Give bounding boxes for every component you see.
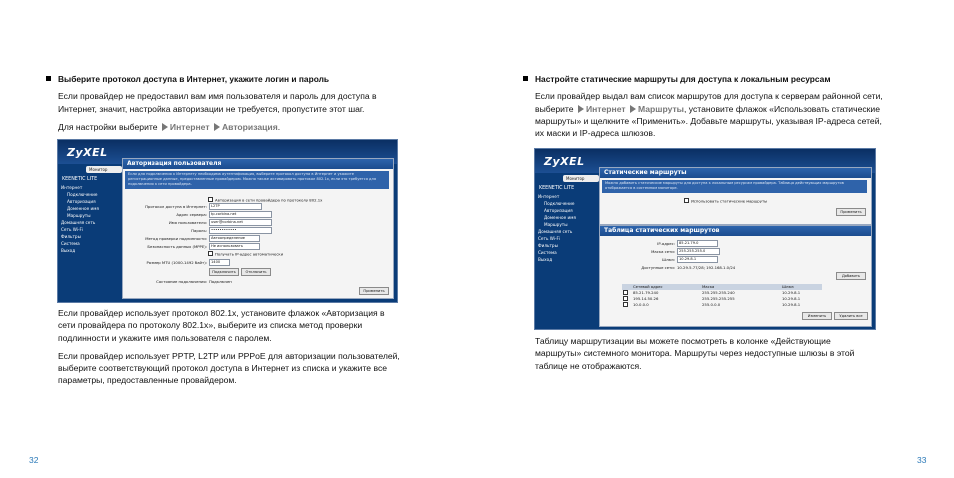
cell-network: 195.14.50.26 [633, 296, 659, 301]
arrow-right-icon [162, 123, 168, 131]
right-para-2: Таблицу маршрутизации вы можете посмотреть в колонке «Действующие маршруты» системного монитора. Маршруты через недоступные шлюзы в этой таблице не отображаются. [535, 336, 855, 371]
check-static-routes[interactable]: Использовать статические маршруты [684, 198, 767, 204]
label-method: Метод проверки подлинности: [145, 236, 207, 241]
routes-table-panel [599, 225, 872, 327]
zyxel-logo: ZyXEL [544, 155, 585, 168]
right-column-lower [535, 335, 875, 378]
sidebar-title: KEENETIC LITE [62, 177, 98, 182]
sidebar-item-system[interactable]: Система [61, 241, 80, 246]
sidebar-title: KEENETIC LITE [539, 186, 575, 191]
left-para-4: Если провайдер использует PPTP, L2TP или PPPoE для авторизации пользователей, выберите соответствующий протокол доступа в Интернет из списка и укажите все параметры, предоставленные провайдером. [58, 350, 400, 386]
sidebar-item-home-network[interactable]: Домашняя сеть [61, 220, 96, 225]
sidebar-item-authorization[interactable]: Авторизация [67, 199, 96, 204]
right-heading: Настройте статические маршруты для доступа к локальным ресурсам [523, 73, 885, 85]
label-security: Безопасность данных (MPPE): [147, 244, 207, 249]
label-available: Доступные сети: [641, 265, 675, 270]
cell-mask: 255.0.0.0 [702, 302, 721, 307]
sidebar-item-wifi[interactable]: Сеть Wi-Fi [538, 236, 560, 241]
sidebar-item-exit[interactable]: Выход [538, 257, 553, 262]
sidebar-item-domain[interactable]: Доменное имя [67, 206, 99, 211]
disconnect-button[interactable]: Отключить [241, 268, 271, 276]
nav-internet: Интернет [585, 103, 626, 114]
input-user[interactable]: user@corbina.net [209, 219, 272, 226]
nav-internet: Интернет [169, 121, 210, 132]
label-status: Состояние подключения: [156, 279, 207, 284]
sidebar-item-internet[interactable]: Интернет [538, 194, 560, 199]
label-mask: Маска сети: [651, 249, 675, 254]
page-number-right: 33 [917, 455, 927, 465]
bullet-icon [523, 76, 528, 81]
panel-title: Статические маршруты [600, 168, 871, 178]
status-value: Подключен [209, 279, 232, 284]
monitor-tab[interactable]: Монитор [563, 175, 599, 182]
label-server: Адрес сервера: [176, 212, 207, 217]
change-button[interactable]: Изменить [802, 312, 832, 320]
cell-mask: 255.255.255.240 [702, 290, 735, 295]
router-sidebar [58, 176, 122, 302]
nav-authorization: Авторизация [221, 121, 278, 132]
auth-panel [122, 158, 394, 299]
col-network: Сетевой адрес [633, 284, 663, 289]
cell-network: 85.21.79.240 [633, 290, 659, 295]
info-text: Если для подключения к Интернету необходима аутентификация, выберите протокол доступа в Интернет и укажите регистрационные данные, предоставленные провайдером. Можно также активировать протокол 802.1x, если это требуется для подключения к сети провайдера. [125, 171, 389, 189]
sidebar-item-wifi[interactable]: Сеть Wi-Fi [61, 227, 83, 232]
right-para-1: Если провайдер выдал вам список маршрутов для доступа к серверам районной сети, выберите Интернет Маршруты, установите флажок «Использовать статические маршруты» и щелкните «Применить». Добавьте маршруты, указывая IP-адреса сетей, их маски и IP-адреса шлюзов. [535, 91, 883, 139]
delete-all-button[interactable]: Удалить все [834, 312, 868, 320]
row-checkbox[interactable] [623, 302, 630, 309]
arrow-right-icon [214, 123, 220, 131]
label-password: Пароль: [191, 228, 207, 233]
panel-title: Авторизация пользователя [123, 159, 393, 169]
select-protocol[interactable]: L2TP [209, 203, 262, 210]
input-password[interactable]: •••••••••••• [209, 227, 272, 234]
apply-button[interactable]: Применить [359, 287, 389, 295]
info-text: Можно добавить статические маршруты для доступа к локальным ресурсам провайдера. Таблица действующих маршрутов отображается в системном мониторе. [602, 180, 867, 193]
arrow-right-icon [578, 105, 584, 113]
connect-button[interactable]: Подключить [209, 268, 239, 276]
add-button[interactable]: Добавить [836, 272, 866, 280]
label-gateway: Шлюз: [662, 257, 675, 262]
sidebar-item-connection[interactable]: Подключение [544, 201, 575, 206]
left-para-3: Если провайдер использует протокол 802.1x, установите флажок «Авторизация в сети провайдера по протоколу 802.1x», выберите из списка метод проверки подлинности и укажите имя пользователя с паролем. [58, 308, 385, 343]
sidebar-item-system[interactable]: Система [538, 250, 557, 255]
monitor-tab[interactable]: Монитор [86, 166, 122, 173]
sidebar-item-internet[interactable]: Интернет [61, 185, 83, 190]
col-gateway: Шлюз [782, 284, 794, 289]
routes-screenshot [534, 148, 876, 330]
cell-mask: 255.255.255.255 [702, 296, 735, 301]
sidebar-item-filters[interactable]: Фильтры [538, 243, 558, 248]
input-server[interactable]: tp.corbina.net [209, 211, 272, 218]
select-security[interactable]: Не использовать [209, 243, 260, 250]
table-row[interactable] [622, 302, 822, 308]
nav-routes: Маршруты [638, 103, 685, 114]
arrow-right-icon [630, 105, 636, 113]
check-8021x[interactable]: Авторизация в сети провайдера по протоколу 802.1x [208, 197, 322, 203]
auth-screenshot [57, 139, 398, 303]
page-number-left: 32 [29, 455, 39, 465]
cell-gateway: 10.29.8.1 [782, 290, 801, 295]
label-user: Имя пользователя: [168, 220, 207, 225]
routes-table [622, 284, 822, 308]
sidebar-item-routes[interactable]: Маршруты [544, 222, 568, 227]
left-para-1: Если провайдер не предоставил вам имя пользователя и пароль для доступа в Интернет, значит, настройка авторизации не требуется, пропустите этот шаг. [58, 91, 377, 114]
input-ip[interactable]: 85.21.79.0 [677, 240, 718, 247]
routes-panel [599, 167, 872, 225]
apply-button[interactable]: Применить [836, 208, 866, 216]
bullet-icon [46, 76, 51, 81]
cell-gateway: 10.29.8.1 [782, 296, 801, 301]
cell-network: 10.0.0.0 [633, 302, 649, 307]
input-gateway[interactable]: 10.29.8.1 [677, 256, 718, 263]
cell-gateway: 10.29.8.1 [782, 302, 801, 307]
left-heading: Выберите протокол доступа в Интернет, укажите логин и пароль [46, 73, 414, 85]
label-ip: IP-адрес: [657, 241, 675, 246]
sidebar-item-exit[interactable]: Выход [61, 248, 76, 253]
select-method[interactable]: Автоопределение [209, 235, 260, 242]
sidebar-item-home-network[interactable]: Домашняя сеть [538, 229, 573, 234]
right-column [523, 73, 885, 145]
input-mtu[interactable]: 1400 [209, 259, 230, 266]
left-column [46, 73, 414, 139]
check-auto-ip[interactable]: Получать IP-адрес автоматически [208, 251, 283, 257]
table-title: Таблица статических маршрутов [600, 226, 871, 236]
sidebar-item-filters[interactable]: Фильтры [61, 234, 81, 239]
left-para-2: Для настройки выберите Интернет Авторизация. [58, 121, 281, 132]
col-mask: Маска [702, 284, 715, 289]
left-column-lower [58, 307, 403, 393]
router-sidebar [535, 185, 599, 329]
label-mtu: Размер MTU (1000-1492 байт): [146, 260, 207, 265]
sidebar-item-domain[interactable]: Доменное имя [544, 215, 576, 220]
zyxel-logo: ZyXEL [67, 146, 108, 159]
select-mask[interactable]: 255.255.255.0 [677, 248, 720, 255]
available-value: 10.29.5.77/28; 192.168.1.0/24 [677, 265, 736, 270]
sidebar-item-routes[interactable]: Маршруты [67, 213, 91, 218]
label-protocol: Протокол доступа в Интернет: [145, 204, 207, 209]
sidebar-item-connection[interactable]: Подключение [67, 192, 98, 197]
sidebar-item-authorization[interactable]: Авторизация [544, 208, 573, 213]
